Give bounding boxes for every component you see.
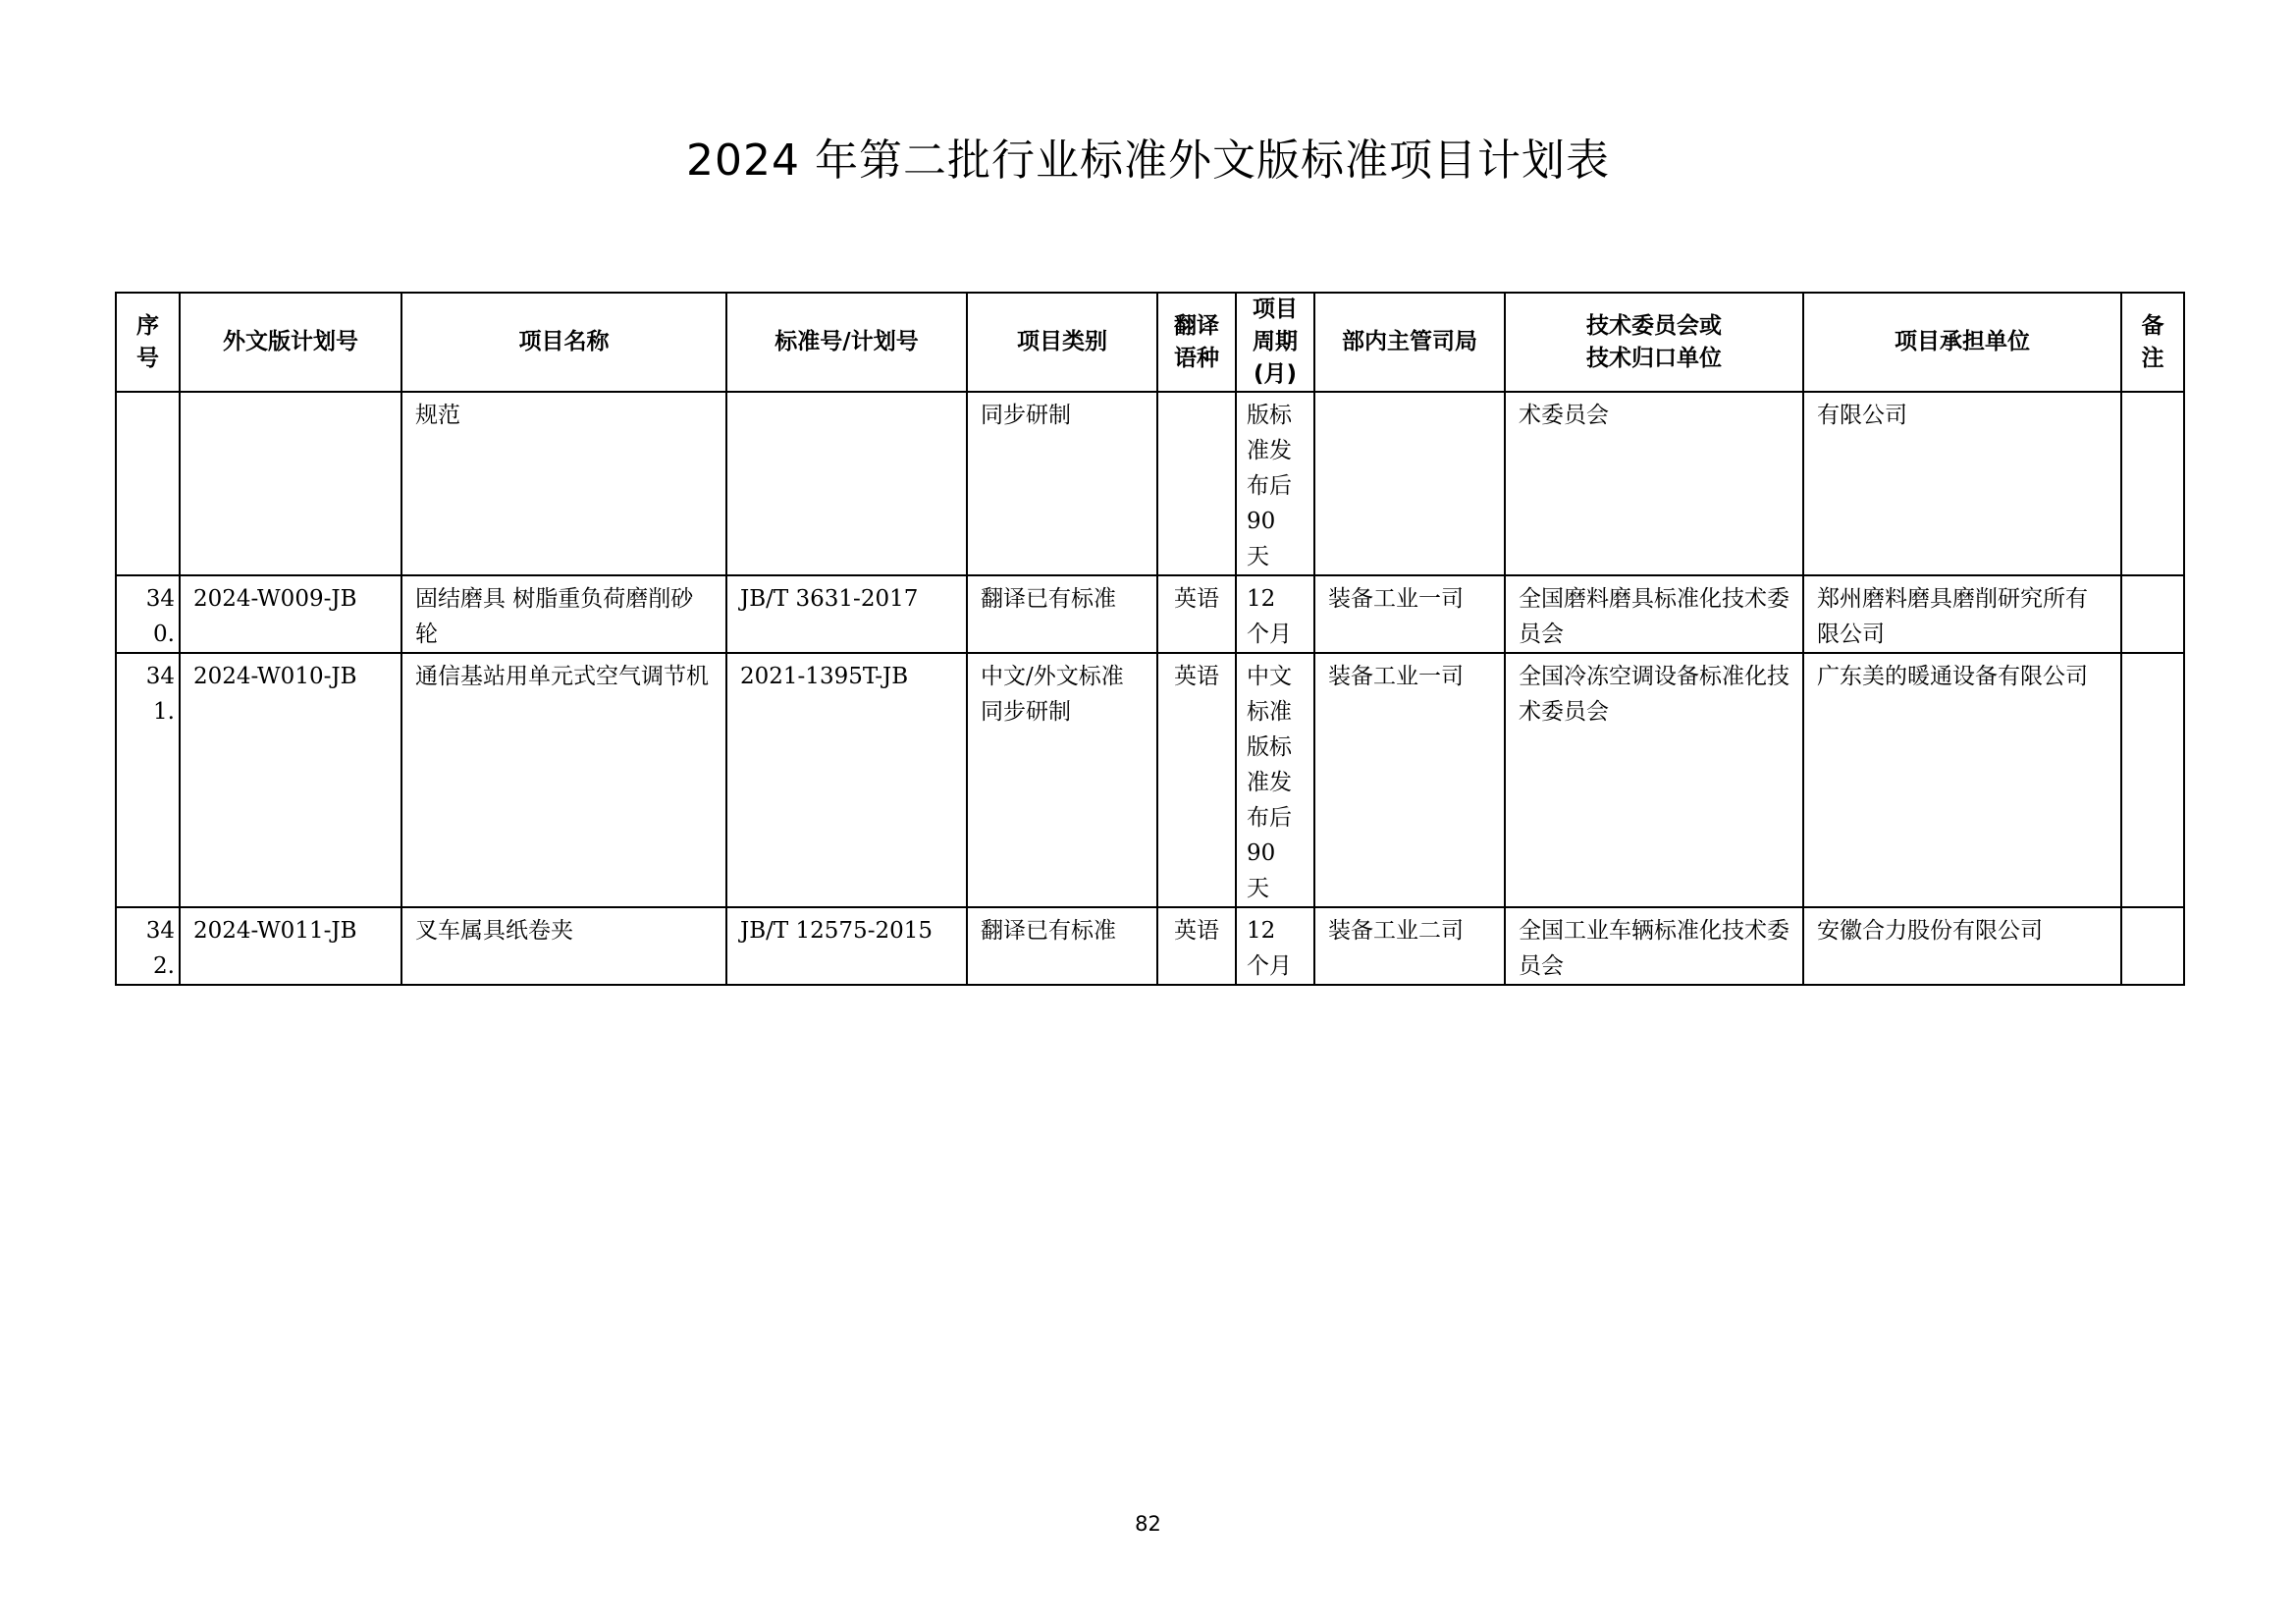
header-remark: 备 注 xyxy=(2121,293,2184,392)
cell-department: 装备工业一司 xyxy=(1314,575,1505,653)
table-row xyxy=(116,575,2184,653)
cell-standard-no xyxy=(726,392,967,575)
cell-category: 翻译已有标准 xyxy=(967,907,1157,985)
cell-project-name: 规范 xyxy=(401,392,726,575)
cell-category: 同步研制 xyxy=(967,392,1157,575)
cell-unit: 郑州磨料磨具磨削研究所有限公司 xyxy=(1803,575,2121,653)
header-language: 翻译 语种 xyxy=(1157,293,1236,392)
page-title: 2024 年第二批行业标准外文版标准项目计划表 xyxy=(686,135,1610,186)
cell-remark xyxy=(2121,575,2184,653)
cell-project-name: 通信基站用单元式空气调节机 xyxy=(401,653,726,907)
cell-cycle: 版标 准发 布后 90 天 xyxy=(1236,392,1314,575)
table-row xyxy=(116,653,2184,907)
header-plan-no: 外文版计划号 xyxy=(180,293,401,392)
table-body xyxy=(116,392,2184,985)
header-project-name: 项目名称 xyxy=(401,293,726,392)
cell-project-name: 叉车属具纸卷夹 xyxy=(401,907,726,985)
cell-no xyxy=(116,392,180,575)
cell-standard-no: JB/T 3631-2017 xyxy=(726,575,967,653)
cell-committee: 全国冷冻空调设备标准化技术委员会 xyxy=(1505,653,1803,907)
cell-unit: 有限公司 xyxy=(1803,392,2121,575)
header-category: 项目类别 xyxy=(967,293,1157,392)
cell-cycle: 12 个月 xyxy=(1236,907,1314,985)
cell-no: 340. xyxy=(116,575,180,653)
cell-department: 装备工业一司 xyxy=(1314,653,1505,907)
cell-project-name: 固结磨具 树脂重负荷磨削砂轮 xyxy=(401,575,726,653)
cell-language: 英语 xyxy=(1157,575,1236,653)
cell-language: 英语 xyxy=(1157,653,1236,907)
cell-unit: 广东美的暖通设备有限公司 xyxy=(1803,653,2121,907)
table-row xyxy=(116,907,2184,985)
header-unit: 项目承担单位 xyxy=(1803,293,2121,392)
cell-committee: 全国磨料磨具标准化技术委员会 xyxy=(1505,575,1803,653)
plan-table xyxy=(115,292,2185,986)
header-no: 序 号 xyxy=(116,293,180,392)
cell-remark xyxy=(2121,653,2184,907)
header-committee: 技术委员会或 技术归口单位 xyxy=(1505,293,1803,392)
cell-category: 中文/外文标准同步研制 xyxy=(967,653,1157,907)
cell-no: 342. xyxy=(116,907,180,985)
header-row xyxy=(116,293,2184,392)
table-row xyxy=(116,392,2184,575)
cell-cycle: 12 个月 xyxy=(1236,575,1314,653)
cell-department: 装备工业二司 xyxy=(1314,907,1505,985)
cell-no: 341. xyxy=(116,653,180,907)
cell-remark xyxy=(2121,392,2184,575)
cell-standard-no: 2021-1395T-JB xyxy=(726,653,967,907)
cell-plan-no: 2024-W010-JB xyxy=(180,653,401,907)
cell-committee: 术委员会 xyxy=(1505,392,1803,575)
header-cycle: 项目 周期 (月) xyxy=(1236,293,1314,392)
cell-committee: 全国工业车辆标准化技术委员会 xyxy=(1505,907,1803,985)
cell-department xyxy=(1314,392,1505,575)
header-department: 部内主管司局 xyxy=(1314,293,1505,392)
cell-plan-no xyxy=(180,392,401,575)
cell-cycle: 中文 标准 版标 准发 布后 90 天 xyxy=(1236,653,1314,907)
cell-unit: 安徽合力股份有限公司 xyxy=(1803,907,2121,985)
cell-plan-no: 2024-W011-JB xyxy=(180,907,401,985)
cell-standard-no: JB/T 12575-2015 xyxy=(726,907,967,985)
cell-remark xyxy=(2121,907,2184,985)
cell-language xyxy=(1157,392,1236,575)
header-standard-no: 标准号/计划号 xyxy=(726,293,967,392)
cell-language: 英语 xyxy=(1157,907,1236,985)
page-number: 82 xyxy=(1135,1512,1161,1536)
cell-plan-no: 2024-W009-JB xyxy=(180,575,401,653)
cell-category: 翻译已有标准 xyxy=(967,575,1157,653)
